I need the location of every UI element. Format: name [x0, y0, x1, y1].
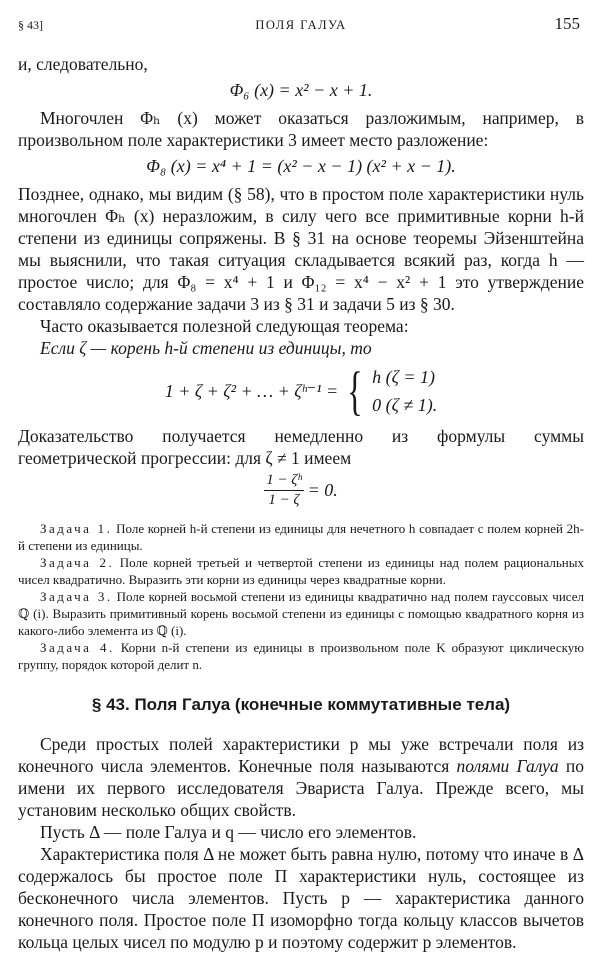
fraction [264, 471, 303, 510]
page-number: 155 [554, 14, 580, 33]
equation-lhs: 1 + ζ + ζ² + … + ζʰ⁻¹ = [164, 380, 339, 401]
paragraph: Характеристика поля Δ не может быть равна нулю, потому что иначе в Δ содержалось бы простое поле Π характеристики нуль, состоящее из бесконечного числа элементов. Пусть p — характеристика данного конечного поля. Простое поле Π изоморфно тогда кольцу классов вычетов кольца целых чисел по модулю p и поэтому содержит p элементов. [18, 844, 584, 952]
equation-phi8: Φ₈ (x) = x⁴ + 1 = (x² − x − 1) (x² + x − 1). [146, 156, 456, 176]
exercise-list [18, 520, 584, 673]
exercise-text: Поле корней h-й степени из единицы для нечетного h совпадает с полем корней 2h-й степени из единицы. [18, 521, 585, 553]
paragraph [18, 733, 584, 821]
section-heading: § 43. Поля Галуа (конечные коммутативные тела) [91, 695, 511, 714]
exercise-item [18, 639, 584, 673]
header-section-ref: § 43] [18, 18, 43, 32]
equation-geometric-sum [18, 363, 584, 419]
theorem-statement: Если ζ — корень h-й степени из единицы, то [40, 338, 372, 358]
text-run: Среди простых полей характеристики p мы уже встречали поля из конечного числа элементов. Конечные поля называются [18, 734, 584, 776]
equation-fraction [18, 471, 584, 510]
paragraph: Позднее, однако, мы видим (§ 58), что в простом поле характеристики нуль многочлен Φₕ (x) неразложим, в силу чего все примитивные корни h-й степени из единицы сопряжены. В § 31 на основе теоремы Эйзенштейна мы выяснили, что такая ситуация складывается всякий раз, когда h — простое число; для Φ₈ = x⁴ + 1 и Φ₁₂ = x⁴ − x² + 1 это утверждение составляло содержание задачи 3 из § 31 и задачи 5 из § 30. [18, 184, 584, 314]
paragraph: Пусть Δ — поле Галуа и q — число его элементов. [40, 822, 417, 842]
exercise-text: Корни n-й степени из единицы в произвольном поле K образуют циклическую группу, порядок которой делит n. [18, 640, 584, 672]
exercise-label: Задача 4. [40, 640, 115, 655]
exercise-item [18, 588, 584, 639]
header-title: ПОЛЯ ГАЛУА [255, 18, 347, 32]
paragraph: Часто оказывается полезной следующая теорема: [40, 316, 409, 336]
equation-rhs: = 0. [307, 480, 338, 500]
exercise-item [18, 520, 584, 554]
equation-cases [372, 363, 437, 419]
paragraph: и, следовательно, [18, 54, 148, 74]
exercise-text: Поле корней восьмой степени из единицы квадратично над полем гауссовых чисел ℚ (i). Выразить примитивный корень восьмой степени из единицы с помощью квадратного корня из какого-либо элемента из ℚ (i). [18, 589, 584, 638]
running-header [18, 14, 584, 36]
exercise-item [18, 554, 584, 588]
book-page [18, 0, 585, 952]
exercise-label: Задача 2. [40, 555, 115, 570]
brace-symbol: { [347, 361, 363, 421]
exercise-text: Поле корней третьей и четвертой степени из единицы над полем рациональных чисел квадратично. Выразить эти корни из единицы через квадратные корни. [18, 555, 584, 587]
paragraph: Многочлен Φₕ (x) может оказаться разложимым, например, в произвольном поле характеристики 3 имеет место разложение: [18, 108, 584, 150]
text-run: по имени их первого исследователя Эвариста Галуа. Прежде всего, мы установим несколько общих свойств. [18, 756, 585, 820]
fraction-numerator: 1 − ζʰ [264, 471, 303, 491]
page-body [18, 53, 584, 953]
case-1: h (ζ = 1) [372, 367, 436, 387]
fraction-denominator: 1 − ζ [268, 492, 300, 508]
exercise-label: Задача 3. [40, 589, 113, 604]
equation-phi6: Φ₆ (x) = x² − x + 1. [229, 80, 373, 100]
case-2: 0 (ζ ≠ 1). [372, 395, 438, 415]
emphasized-term: полями Галуа [456, 756, 559, 776]
exercise-label: Задача 1. [40, 521, 113, 536]
paragraph: Доказательство получается немедленно из формулы суммы геометрической прогрессии: для ζ ≠ 1 имеем [18, 426, 584, 468]
